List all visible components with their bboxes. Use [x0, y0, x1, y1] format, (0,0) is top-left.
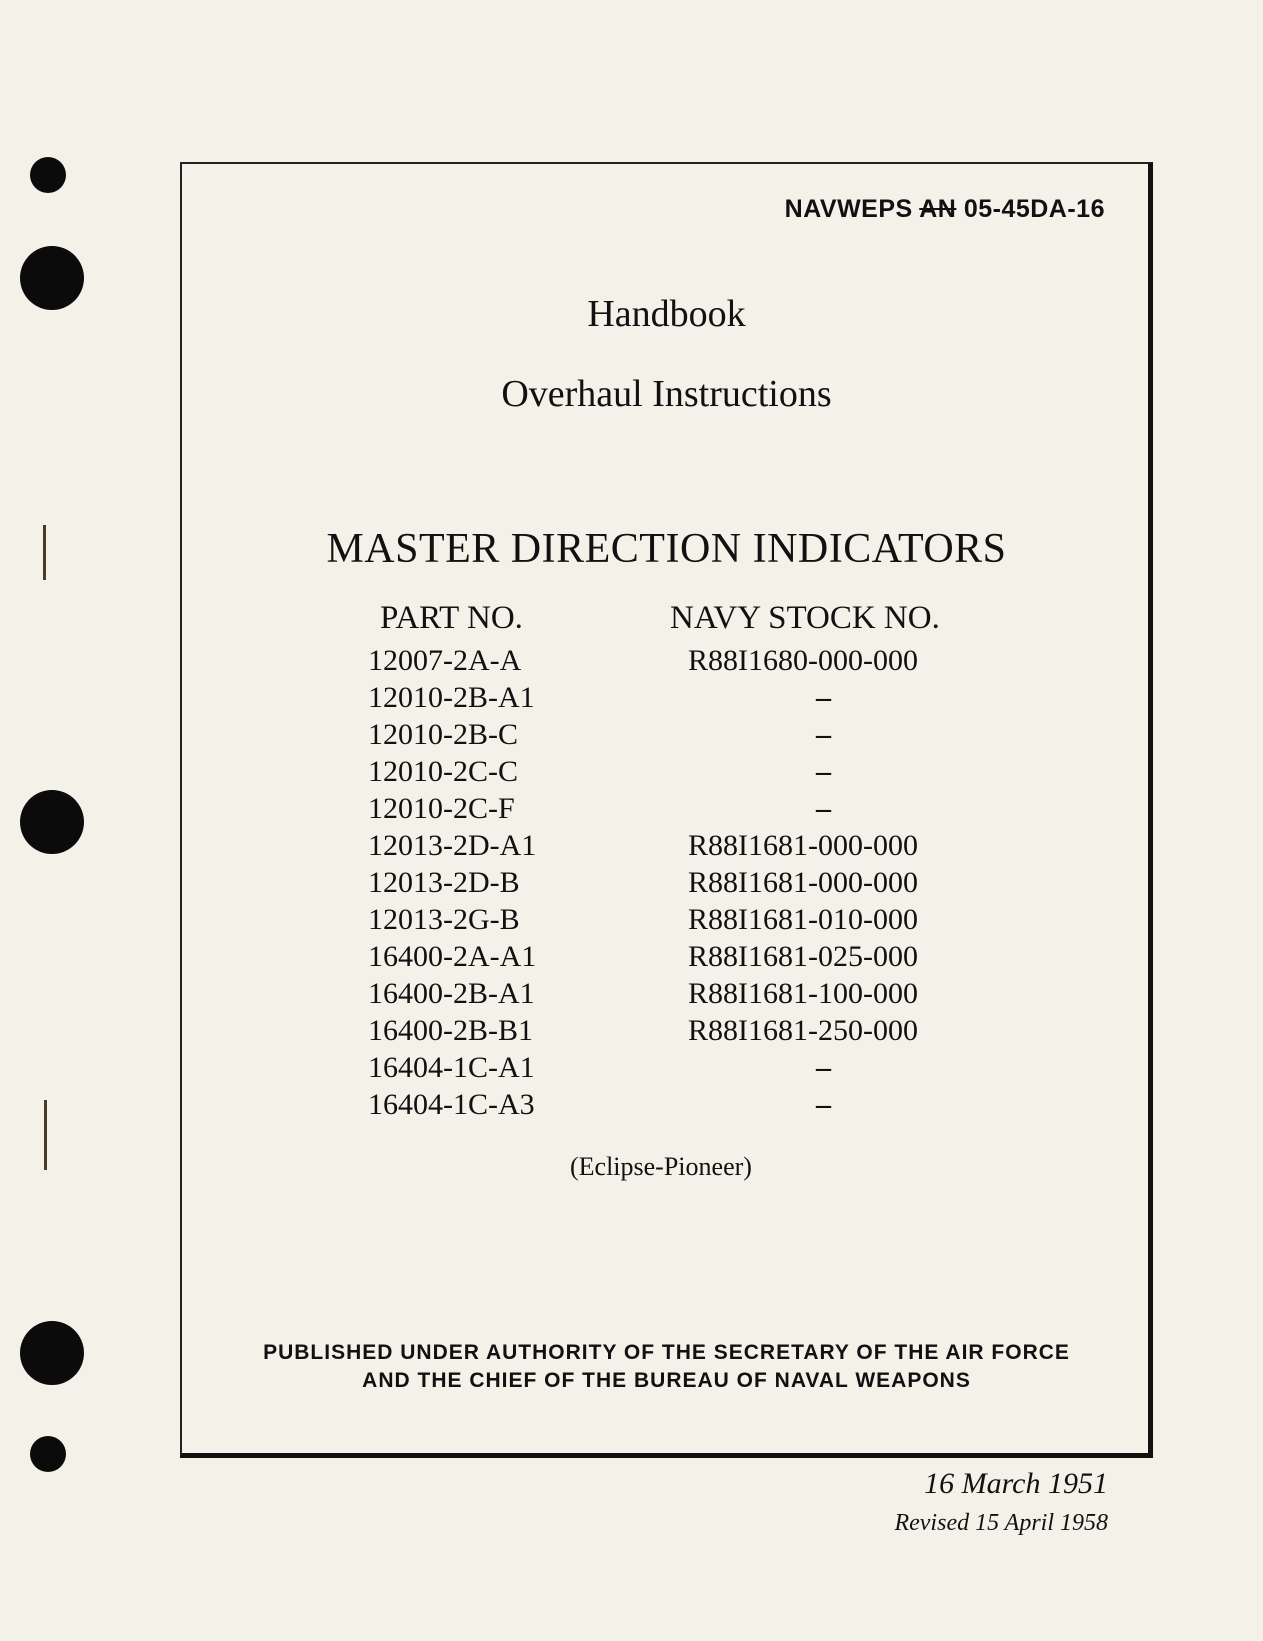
table-row: [0, 903, 1263, 940]
part-number: 12007-2A-A: [368, 644, 522, 677]
document-title: MASTER DIRECTION INDICATORS: [326, 526, 1007, 572]
stock-number: –: [816, 1088, 831, 1121]
part-number: 12010-2B-A1: [368, 681, 535, 714]
table-row: [0, 792, 1263, 829]
header-stock-no: NAVY STOCK NO.: [670, 600, 940, 636]
table-row: [0, 866, 1263, 903]
publisher-line-1: PUBLISHED UNDER AUTHORITY OF THE SECRETARY OF THE AIR FORCE: [263, 1341, 1070, 1364]
stock-number: R88I1681-010-000: [688, 903, 918, 936]
part-number: 16400-2A-A1: [368, 940, 537, 973]
issue-date: 16 March 1951: [924, 1467, 1108, 1500]
publisher-line-2: AND THE CHIEF OF THE BUREAU OF NAVAL WEAPONS: [362, 1369, 971, 1392]
binder-hole-2: [20, 246, 84, 310]
stock-number: –: [816, 792, 831, 825]
stock-number: –: [816, 718, 831, 751]
stock-number: R88I1681-250-000: [688, 1014, 918, 1047]
table-row: [0, 829, 1263, 866]
binder-hole-5: [30, 1436, 66, 1472]
part-number: 12010-2C-C: [368, 755, 518, 788]
table-row: [0, 718, 1263, 755]
part-number: 16404-1C-A3: [368, 1088, 535, 1121]
manufacturer: (Eclipse-Pioneer): [570, 1152, 752, 1181]
table-row: [0, 1088, 1263, 1125]
revision-date: Revised 15 April 1958: [894, 1510, 1108, 1536]
stock-number: R88I1681-100-000: [688, 977, 918, 1010]
stock-number: –: [816, 1051, 831, 1084]
table-row: [0, 1014, 1263, 1051]
publisher-statement: [180, 1339, 1153, 1395]
stock-number: –: [816, 681, 831, 714]
table-row: [0, 644, 1263, 681]
part-number: 12013-2D-A1: [368, 829, 537, 862]
doc-prefix: NAVWEPS: [784, 195, 913, 223]
heading-handbook: Handbook: [587, 293, 746, 335]
part-number: 16400-2B-B1: [368, 1014, 533, 1047]
doc-number-value: 05-45DA-16: [963, 195, 1105, 223]
table-row: [0, 1051, 1263, 1088]
table-row: [0, 681, 1263, 718]
stock-number: R88I1681-025-000: [688, 940, 918, 973]
stock-number: R88I1681-000-000: [688, 866, 918, 899]
header-part-no: PART NO.: [380, 600, 523, 636]
part-number: 12010-2B-C: [368, 718, 518, 751]
part-number: 16404-1C-A1: [368, 1051, 535, 1084]
table-row: [0, 755, 1263, 792]
heading-overhaul: Overhaul Instructions: [501, 373, 832, 415]
part-number: 12013-2D-B: [368, 866, 520, 899]
table-row: [0, 977, 1263, 1014]
stock-number: –: [816, 755, 831, 788]
doc-struck-prefix: AN: [919, 195, 957, 223]
binder-hole-4: [20, 1321, 84, 1385]
part-number: 16400-2B-A1: [368, 977, 535, 1010]
margin-mark-1: [43, 525, 46, 580]
stock-number: R88I1681-000-000: [688, 829, 918, 862]
stock-number: R88I1680-000-000: [688, 644, 918, 677]
part-number: 12010-2C-F: [368, 792, 515, 825]
document-number: [785, 195, 1105, 224]
binder-hole-1: [30, 157, 66, 193]
part-number: 12013-2G-B: [368, 903, 520, 936]
table-row: [0, 940, 1263, 977]
